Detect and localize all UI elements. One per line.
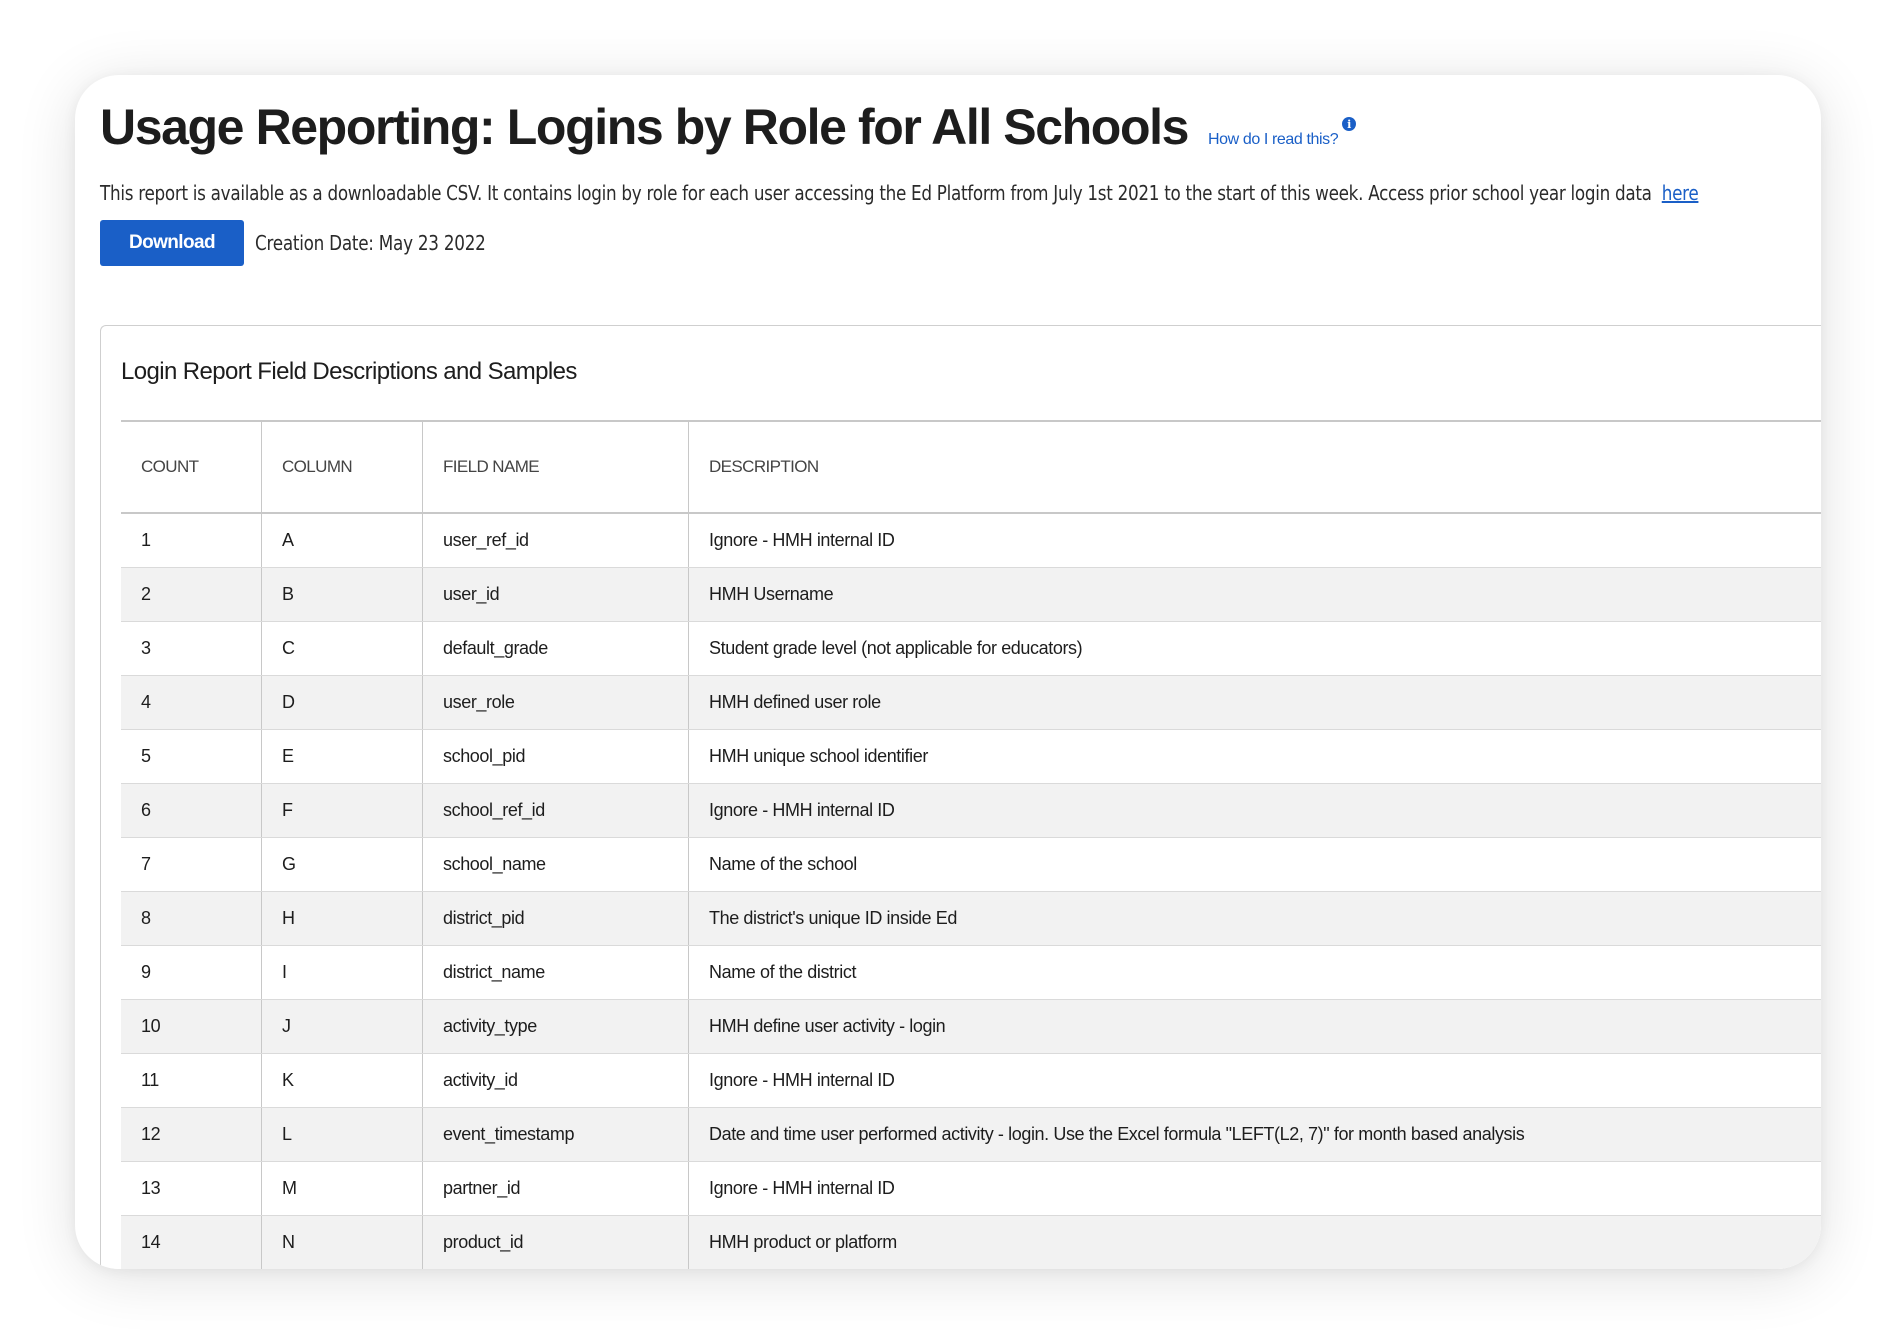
table-header-row [121,421,1821,513]
cell-column: N [262,1216,423,1270]
table-row [121,622,1821,676]
cell-column: H [262,892,423,946]
table-row [121,676,1821,730]
cell-description: Name of the district [689,946,1822,1000]
panel-title: Login Report Field Descriptions and Samples [121,358,577,385]
table-row [121,1054,1821,1108]
cell-field-name: school_name [423,838,689,892]
table-row [121,1000,1821,1054]
cell-column: M [262,1162,423,1216]
cell-count: 2 [121,568,262,622]
cell-description: Ignore - HMH internal ID [689,784,1822,838]
field-descriptions-table [121,420,1821,1269]
cell-count: 4 [121,676,262,730]
cell-field-name: school_ref_id [423,784,689,838]
cell-count: 11 [121,1054,262,1108]
cell-field-name: user_role [423,676,689,730]
creation-date: Creation Date: May 23 2022 [255,231,486,255]
cell-description: Date and time user performed activity - login. Use the Excel formula "LEFT(L2, 7)" for month based analysis [689,1108,1822,1162]
cell-column: I [262,946,423,1000]
table-row [121,1216,1821,1270]
cell-count: 5 [121,730,262,784]
how-to-read-link[interactable]: How do I read this? [1208,131,1339,148]
cell-description: HMH Username [689,568,1822,622]
report-description [100,181,1698,205]
column-header-count: COUNT [121,421,262,513]
table-row [121,1162,1821,1216]
cell-count: 3 [121,622,262,676]
column-header-field-name: FIELD NAME [423,421,689,513]
cell-column: A [262,513,423,568]
table-row [121,946,1821,1000]
cell-count: 12 [121,1108,262,1162]
table-body [121,513,1821,1269]
cell-column: K [262,1054,423,1108]
cell-description: Student grade level (not applicable for educators) [689,622,1822,676]
cell-description: HMH product or platform [689,1216,1822,1270]
cell-description: HMH defined user role [689,676,1822,730]
cell-field-name: user_id [423,568,689,622]
cell-column: D [262,676,423,730]
cell-column: F [262,784,423,838]
cell-field-name: school_pid [423,730,689,784]
info-icon[interactable]: i [1342,117,1356,131]
download-button[interactable]: Download [100,220,244,266]
cell-count: 1 [121,513,262,568]
cell-description: Ignore - HMH internal ID [689,1162,1822,1216]
cell-column: J [262,1000,423,1054]
table-row [121,784,1821,838]
cell-column: B [262,568,423,622]
cell-description: Ignore - HMH internal ID [689,513,1822,568]
cell-count: 13 [121,1162,262,1216]
cell-count: 8 [121,892,262,946]
cell-count: 10 [121,1000,262,1054]
cell-description: HMH define user activity - login [689,1000,1822,1054]
table-row [121,1108,1821,1162]
cell-field-name: partner_id [423,1162,689,1216]
cell-count: 6 [121,784,262,838]
cell-field-name: user_ref_id [423,513,689,568]
title-row [100,93,1356,161]
page-title: Usage Reporting: Logins by Role for All Schools [100,99,1188,155]
column-header-description: DESCRIPTION [689,421,1822,513]
cell-count: 14 [121,1216,262,1270]
field-descriptions-panel [100,325,1821,1269]
cell-column: E [262,730,423,784]
cell-description: Name of the school [689,838,1822,892]
table-row [121,838,1821,892]
table-row [121,513,1821,568]
report-card [75,75,1821,1269]
cell-field-name: district_name [423,946,689,1000]
cell-field-name: event_timestamp [423,1108,689,1162]
cell-description: HMH unique school identifier [689,730,1822,784]
cell-count: 9 [121,946,262,1000]
table-row [121,568,1821,622]
cell-field-name: default_grade [423,622,689,676]
cell-column: G [262,838,423,892]
cell-field-name: product_id [423,1216,689,1270]
column-header-column: COLUMN [262,421,423,513]
cell-field-name: district_pid [423,892,689,946]
report-description-text: This report is available as a downloadable CSV. It contains login by role for each user accessing the Ed Platform from July 1st 2021 to the start of this week. Access prior school year login data [100,181,1652,205]
cell-field-name: activity_id [423,1054,689,1108]
prior-year-data-link[interactable]: here [1661,181,1699,205]
cell-description: Ignore - HMH internal ID [689,1054,1822,1108]
cell-count: 7 [121,838,262,892]
cell-description: The district's unique ID inside Ed [689,892,1822,946]
table-row [121,730,1821,784]
cell-field-name: activity_type [423,1000,689,1054]
cell-column: C [262,622,423,676]
table-row [121,892,1821,946]
cell-column: L [262,1108,423,1162]
